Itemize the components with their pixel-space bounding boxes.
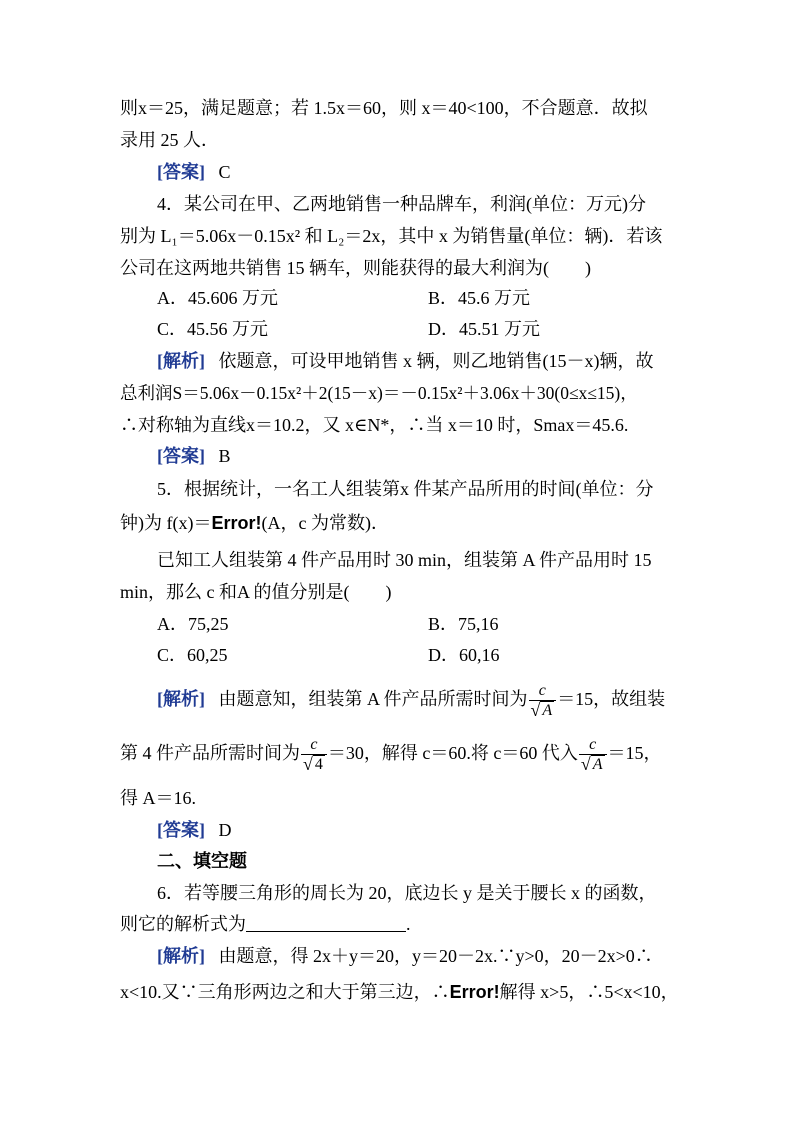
question-4-option-b: B．45.6 万元 — [428, 288, 531, 308]
solution-4-line-1 — [157, 349, 654, 373]
question-6-line-2 — [120, 912, 411, 936]
fraction-denominator — [301, 754, 327, 774]
solution-tag: [解析] — [157, 946, 205, 966]
sqrt-argument: A — [542, 701, 553, 719]
answer-tag: [答案] — [157, 820, 205, 840]
solution-text: 由题意，得 2x＋y＝20，y＝20－2x.∵y>0，20－2x>0∴ — [218, 946, 653, 966]
question-4-line-1: 4．某公司在甲、乙两地销售一种品牌车，利润(单位：万元)分 — [157, 194, 646, 214]
sqrt-argument: A — [592, 755, 603, 773]
fraction-numerator: c — [589, 735, 597, 753]
text-line-1: 则x＝25，满足题意；若 1.5x＝60，则 x＝40<100，不合题意．故拟 — [120, 98, 648, 118]
solution-text: x<10.又∵三角形两边之和大于第三边，∴ — [120, 982, 450, 1002]
solution-5-line-3: 得 A＝16. — [120, 788, 196, 808]
solution-text: 第 4 件产品所需时间为 — [120, 743, 300, 763]
solution-text: ＝30，解得 c＝60.将 c＝60 代入 — [327, 743, 578, 763]
question-5-line-2 — [120, 511, 389, 535]
solution-5-line-2 — [120, 734, 662, 774]
solution-text: 依题意，可设甲地销售 x 辆，则乙地销售(15－x)辆，故 — [218, 351, 654, 371]
solution-tag: [解析] — [157, 351, 205, 371]
solution-4-line-3: ∴对称轴为直线x＝10.2，又 x∈N*，∴当 x＝10 时，Smax＝45.6. — [120, 415, 629, 435]
fraction-numerator: c — [310, 735, 318, 753]
answer-value: B — [218, 446, 231, 466]
section-heading: 二、填空题 — [157, 851, 247, 871]
fraction-c-over-sqrt-a — [529, 682, 557, 720]
sqrt-sign: √ — [530, 700, 541, 721]
fraction-c-over-sqrt-4 — [301, 736, 327, 774]
question-4-line-2: 别为 L₁＝5.06x－0.15x² 和 L₂＝2x，其中 x 为销售量(单位：辆)．若该 — [120, 226, 663, 246]
solution-text: 由题意知，组装第 A 件产品所需时间为 — [218, 689, 528, 709]
question-6-line-1: 6．若等腰三角形的周长为 20，底边长 y 是关于腰长 x 的函数， — [157, 883, 657, 903]
sqrt-sign: √ — [303, 754, 313, 775]
question-6-text: 则它的解析式为 — [120, 914, 246, 934]
solution-4-line-2: 总利润S＝5.06x－0.15x²＋2(15－x)＝－0.15x²＋3.06x＋30(0≤x≤15)， — [120, 383, 638, 403]
fraction-numerator: c — [538, 681, 546, 699]
solution-5-line-1 — [157, 680, 665, 720]
answer-value: D — [218, 820, 232, 840]
question-4-line-3: 公司在这两地共销售 15 辆车，则能获得的最大利润为( ) — [120, 258, 591, 278]
answer-value: C — [218, 162, 231, 182]
solution-tag: [解析] — [157, 689, 205, 709]
fraction-denominator — [529, 700, 557, 720]
question-5-line-3: 已知工人组装第 4 件产品用时 30 min，组装第 A 件产品用时 15 — [157, 550, 652, 570]
solution-text: ＝15，故组装 — [557, 689, 666, 709]
fraction-denominator — [579, 754, 607, 774]
sqrt-sign: √ — [580, 754, 591, 775]
answer-tag: [答案] — [157, 162, 205, 182]
solution-text: ＝15， — [607, 743, 662, 763]
fraction-c-over-sqrt-a — [579, 736, 607, 774]
text-line-2: 录用 25 人． — [120, 130, 219, 150]
answer-tag: [答案] — [157, 446, 205, 466]
question-5-text: 钟)为 f(x)＝ — [120, 513, 212, 533]
sqrt-argument: 4 — [314, 755, 323, 773]
question-5-line-4: min，那么 c 和A 的值分别是( ) — [120, 582, 392, 602]
question-5-option-c: C．60,25 — [157, 645, 228, 665]
error-placeholder: Error! — [449, 982, 500, 1002]
question-4-option-d: D．45.51 万元 — [428, 319, 540, 339]
solution-text: 解得 x>5，∴5<x<10， — [499, 982, 679, 1002]
error-placeholder: Error! — [211, 513, 262, 533]
solution-6-line-1 — [157, 944, 653, 968]
question-4-option-a: A．45.606 万元 — [157, 288, 278, 308]
question-6-text: . — [406, 914, 411, 934]
question-5-option-a: A．75,25 — [157, 614, 229, 634]
question-4-option-c: C．45.56 万元 — [157, 319, 269, 339]
answer-5 — [157, 818, 232, 842]
question-5-option-b: B．75,16 — [428, 614, 499, 634]
question-5-option-d: D．60,16 — [428, 645, 500, 665]
solution-6-line-2 — [120, 980, 679, 1004]
answer-4 — [157, 444, 231, 468]
question-5-line-1: 5．根据统计，一名工人组装第x 件某产品所用的时间(单位：分 — [157, 479, 654, 499]
answer-3 — [157, 160, 231, 184]
question-5-text: (A，c 为常数)． — [261, 513, 389, 533]
answer-blank[interactable] — [246, 913, 406, 932]
